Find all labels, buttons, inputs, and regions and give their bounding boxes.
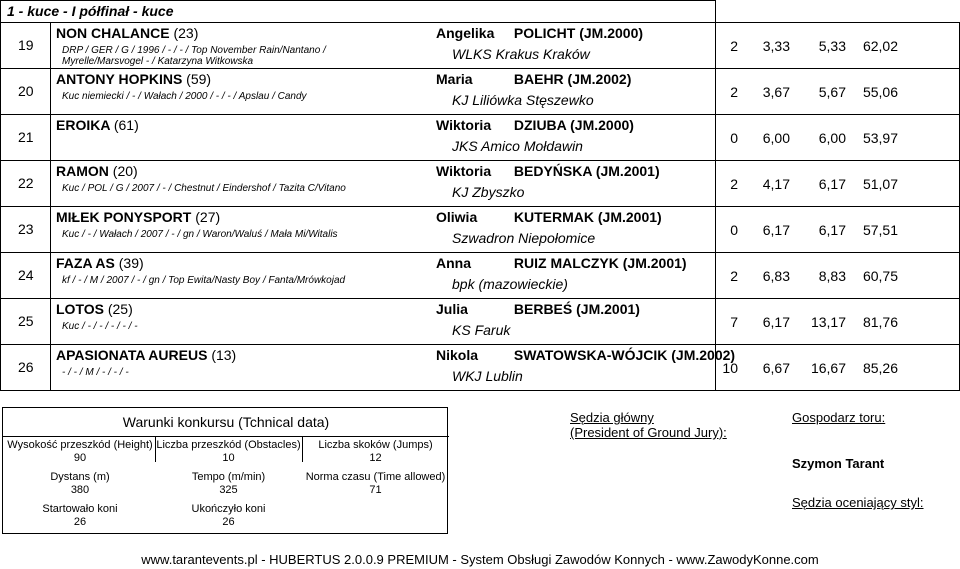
- horse-name: [56, 301, 133, 317]
- distance-cell: [5, 471, 155, 497]
- page-title: 1 - kuce - I półfinał - kuce: [7, 3, 174, 19]
- height-cell: [5, 439, 155, 465]
- penalty-round2: 4,17: [762, 176, 790, 192]
- horse-name-text: EROIKA: [56, 117, 110, 133]
- tempo-value: 325: [219, 484, 238, 496]
- penalty-total: 5,33: [818, 38, 846, 54]
- horse-pedigree: Kuc / - / Wałach / 2007 / - / gn / Waron/Waluś / Mała Mi/Witalis: [62, 229, 338, 240]
- horse-pedigree: Kuc niemiecki / - / Wałach / 2000 / - / - / Apslau / Candy: [62, 91, 307, 102]
- horse-name: [56, 117, 139, 133]
- horse-pedigree: - / - / M / - / - / -: [62, 367, 129, 378]
- table-row: [0, 206, 960, 253]
- jumps-cell: [302, 439, 449, 465]
- penalty-total: 8,83: [818, 268, 846, 284]
- table-row: [0, 68, 960, 115]
- horse-name: [56, 25, 198, 41]
- rider-name: [436, 209, 662, 225]
- result-time: 53,97: [862, 130, 898, 146]
- result-time: 81,76: [862, 314, 898, 330]
- place-number: 22: [18, 175, 34, 191]
- result-time: 60,75: [862, 268, 898, 284]
- finished-value: 26: [222, 516, 235, 528]
- rider-name: [436, 117, 634, 133]
- finished-label: Ukończyło koni: [191, 503, 266, 515]
- rider-club: bpk (mazowieckie): [452, 276, 568, 292]
- table-row: [0, 114, 960, 161]
- rider-club: KS Faruk: [452, 322, 511, 338]
- result-time: 57,51: [862, 222, 898, 238]
- penalty-round2: 6,67: [762, 360, 790, 376]
- rider-last-name: SWATOWSKA-WÓJCIK (JM.2002): [513, 347, 736, 363]
- rider-first-name: Anna: [436, 255, 471, 271]
- penalty-round2: 6,17: [762, 314, 790, 330]
- rider-last-name: DZIUBA (JM.2000): [513, 117, 634, 133]
- rider-club: KJ Liliówka Stęszewko: [452, 92, 594, 108]
- footer: www.tarantevents.pl - HUBERTUS 2.0.0.9 PREMIUM - System Obsługi Zawodów Konnych - www.ZawodyKonne.com: [141, 552, 819, 567]
- conditions-box: [2, 407, 448, 534]
- horse-number: (27): [195, 209, 221, 225]
- conditions-title: Warunki konkursu (Tchnical data): [122, 414, 330, 430]
- time-label: Norma czasu (Time allowed): [305, 471, 446, 483]
- horse-name: [56, 71, 211, 87]
- rider-name: [436, 255, 687, 271]
- penalty-round1: 0: [730, 222, 738, 238]
- rider-last-name: BERBEŚ (JM.2001): [513, 301, 640, 317]
- rider-club: WKJ Lublin: [452, 368, 523, 384]
- obstacles-value: 10: [222, 452, 235, 464]
- title-box: [0, 0, 716, 22]
- horse-name-text: ANTONY HOPKINS: [56, 71, 183, 87]
- rider-last-name: RUIZ MALCZYK (JM.2001): [513, 255, 687, 271]
- place-number: 26: [18, 359, 34, 375]
- horse-name-text: FAZA AS: [56, 255, 115, 271]
- horse-name: [56, 255, 144, 271]
- penalty-total: 6,17: [818, 222, 846, 238]
- horse-pedigree: kf / - / M / 2007 / - / gn / Top Ewita/Nasty Boy / Fanta/Mrówkojad: [62, 275, 346, 286]
- horse-number: (61): [113, 117, 139, 133]
- horse-number: (20): [112, 163, 138, 179]
- place-number: 20: [18, 83, 34, 99]
- penalty-total: 6,17: [818, 176, 846, 192]
- distance-label: Dystans (m): [50, 471, 110, 483]
- penalty-round1: 10: [722, 360, 738, 376]
- height-value: 90: [73, 452, 87, 464]
- rider-first-name: Nikola: [436, 347, 479, 363]
- penalty-round1: 0: [730, 130, 738, 146]
- horse-number: (25): [107, 301, 133, 317]
- rider-first-name: Maria: [436, 71, 473, 87]
- penalty-total: 5,67: [818, 84, 846, 100]
- horse-name-text: NON CHALANCE: [56, 25, 170, 41]
- table-row: [0, 344, 960, 391]
- time-value: 71: [369, 484, 382, 496]
- result-time: 62,02: [862, 38, 898, 54]
- started-label: Startowało koni: [42, 503, 118, 515]
- penalty-total: 13,17: [810, 314, 846, 330]
- height-label: Wysokość przeszkód (Height): [7, 439, 153, 451]
- jumps-value: 12: [369, 452, 382, 464]
- rider-name: [436, 71, 631, 87]
- penalty-round1: 2: [730, 38, 738, 54]
- penalty-total: 6,00: [818, 130, 846, 146]
- time-cell: [302, 471, 449, 497]
- rider-club: Szwadron Niepołomice: [452, 230, 596, 246]
- tempo-label: Tempo (m/min): [191, 471, 266, 483]
- horse-name-text: RAMON: [56, 163, 109, 179]
- penalty-round2: 3,67: [762, 84, 790, 100]
- place-number: 21: [18, 129, 34, 145]
- horse-name-text: LOTOS: [56, 301, 104, 317]
- table-row: [0, 160, 960, 207]
- rider-last-name: POLICHT (JM.2000): [513, 25, 644, 41]
- result-time: 51,07: [862, 176, 898, 192]
- rider-first-name: Wiktoria: [436, 117, 492, 133]
- horse-pedigree: Kuc / POL / G / 2007 / - / Chestnut / Eindershof / Tazita C/Vitano: [62, 183, 346, 194]
- penalty-round1: 2: [730, 176, 738, 192]
- chief-judge-label-pl: Sędzia główny: [570, 410, 654, 425]
- obstacles-label: Liczba przeszkód (Obstacles): [156, 439, 301, 451]
- rider-club: WLKS Krakus Kraków: [452, 46, 590, 62]
- result-time: 55,06: [862, 84, 898, 100]
- rider-name: [436, 347, 735, 363]
- rider-name: [436, 25, 643, 41]
- horse-number: (23): [173, 25, 199, 41]
- rider-club: JKS Amico Mołdawin: [452, 138, 583, 154]
- table-row: [0, 22, 960, 69]
- rider-name: [436, 163, 660, 179]
- penalty-round1: 2: [730, 268, 738, 284]
- rider-first-name: Wiktoria: [436, 163, 492, 179]
- horse-name-text: APASIONATA AUREUS: [56, 347, 208, 363]
- penalty-total: 16,67: [810, 360, 846, 376]
- penalty-round1: 2: [730, 84, 738, 100]
- chief-judge-label: [570, 410, 727, 440]
- table-row: [0, 298, 960, 345]
- obstacles-cell: [155, 439, 302, 465]
- host-label: Gospodarz toru:: [792, 410, 886, 425]
- started-value: 26: [73, 516, 87, 528]
- place-number: 19: [18, 37, 34, 53]
- horse-number: (39): [118, 255, 144, 271]
- host-name: Szymon Tarant: [792, 456, 885, 471]
- style-judge-label: Sędzia oceniający styl:: [792, 495, 924, 510]
- penalty-round2: 6,17: [762, 222, 790, 238]
- horse-name: [56, 163, 138, 179]
- rider-club: KJ Zbyszko: [452, 184, 525, 200]
- rider-first-name: Julia: [436, 301, 468, 317]
- jumps-label: Liczba skoków (Jumps): [318, 439, 433, 451]
- horse-name-text: MIŁEK PONYSPORT: [56, 209, 192, 225]
- horse-pedigree: Kuc / - / - / - / - / -: [62, 321, 138, 332]
- distance-value: 380: [70, 484, 90, 496]
- penalty-round2: 6,00: [762, 130, 790, 146]
- rider-first-name: Oliwia: [436, 209, 478, 225]
- rider-name: [436, 301, 640, 317]
- penalty-round2: 6,83: [762, 268, 790, 284]
- finished-cell: [155, 503, 302, 529]
- started-cell: [5, 503, 155, 529]
- place-number: 25: [18, 313, 34, 329]
- tempo-cell: [155, 471, 302, 497]
- table-row: [0, 252, 960, 299]
- chief-judge-label-en: (President of Ground Jury):: [570, 425, 727, 440]
- place-number: 23: [18, 221, 34, 237]
- horse-name: [56, 347, 236, 363]
- rider-last-name: BAEHR (JM.2002): [513, 71, 632, 87]
- horse-pedigree: DRP / GER / G / 1996 / - / - / Top November Rain/Nantano / Myrelle/Marsvogel - / Katarzyna Witkowska: [62, 45, 326, 67]
- rider-last-name: KUTERMAK (JM.2001): [513, 209, 662, 225]
- horse-number: (13): [211, 347, 237, 363]
- rider-last-name: BEDYŃSKA (JM.2001): [513, 163, 660, 179]
- conditions-divider: [3, 436, 449, 437]
- place-number: 24: [18, 267, 34, 283]
- horse-number: (59): [186, 71, 212, 87]
- penalty-round1: 7: [730, 314, 738, 330]
- horse-name: [56, 209, 220, 225]
- penalty-round2: 3,33: [762, 38, 790, 54]
- rider-first-name: Angelika: [436, 25, 495, 41]
- result-time: 85,26: [862, 360, 898, 376]
